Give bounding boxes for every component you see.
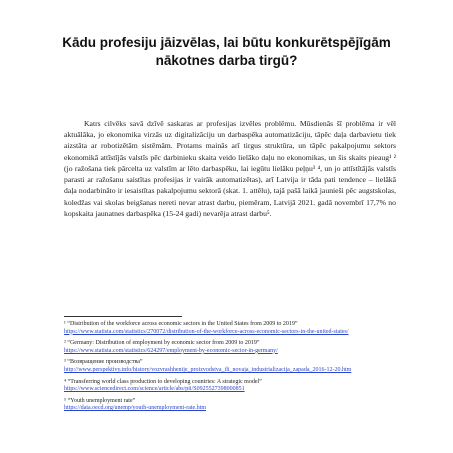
footnote-divider bbox=[64, 316, 182, 317]
footnotes bbox=[64, 321, 396, 417]
footnote-4 bbox=[64, 379, 396, 394]
footnote-link[interactable]: https://www.sciencedirect.com/science/article/abs/pii/S0925527398000851 bbox=[64, 386, 245, 393]
footnote-text: ⁴ “Transferring world class production to developing countries: A strategic model” bbox=[64, 378, 262, 385]
footnote-link[interactable]: http://www.perspektivy.info/history/vozvrashhenije_proizvodstva_ili_novaja_industrializacija_zapada_2016-12-20.htm bbox=[64, 366, 352, 373]
footnote-1 bbox=[64, 321, 396, 336]
footnote-text: ⁵ “Youth unemployment rate” bbox=[64, 397, 136, 404]
footnote-text: ² “Germany: Distribution of employment by economic sector from 2009 to 2019” bbox=[64, 340, 260, 347]
footnote-link[interactable]: https://data.oecd.org/unemp/youth-unemployment-rate.htm bbox=[64, 405, 207, 412]
document-title: Kādu profesiju jāizvēlas, lai būtu konkurētspējīgām nākotnes darba tirgū? bbox=[62, 35, 391, 68]
footnote-3 bbox=[64, 359, 396, 374]
footnote-2 bbox=[64, 340, 396, 355]
footnote-5 bbox=[64, 398, 396, 413]
footnote-text: ¹ “Distribution of the workforce across economic sectors in the United States from 2009 to 2019” bbox=[64, 321, 298, 327]
footnote-text: ³ “Возвращение производства” bbox=[64, 359, 143, 366]
body-paragraph: Katrs cilvēks savā dzīvē saskaras ar profesijas izvēles problēmu. Mūsdienās šī problēma ir vēl aktuālāka, jo ekonomika virzās uz digitalizāciju un darbaspēka automatizāciju, tāpēc daļa darbavietu tiek aizstāta ar robotizētām sistēmām. Protams mainās arī tirgus struktūra, un tāpēc pakalpojumu sektors ekonomikā attīstījās valstīs pēc darbinieku skaita veido lielāko daļu no ekonomikas, un šis skaits pieaug¹ ² (jo ražošana tiek pārcelta uz valstīm ar lēto darbaspēku, lai iegūtu lielāku peļņu³ ⁴, un jo attīstītājās valstīs parasti ar ražošanu saistītas profesijas ir vairāk automatizētas), arī Latvija ir tāda pati tendence – lielākā daļa nodarbināto ir iesaistītas pakalpojumu sektorā (skat. 1. attēlu), tajā pašā laikā jaunieši pēc augstskolas, koledžas vai skolas beigšanas nereti nevar atrast darbu, piemēram, Latvijā 2021. gadā novembrī 17,7% no kopskaita jaunatnes darbaspēka (15-24 gadi) nevarēja atrast darbu⁵. bbox=[64, 118, 396, 219]
footnote-link[interactable]: https://www.statista.com/statistics/270072/distribution-of-the-workforce-across-economic-sectors-in-the-united-states/ bbox=[64, 328, 349, 335]
footnote-link[interactable]: https://www.statista.com/statistics/624297/employment-by-economic-sector-in-germany/ bbox=[64, 347, 278, 354]
